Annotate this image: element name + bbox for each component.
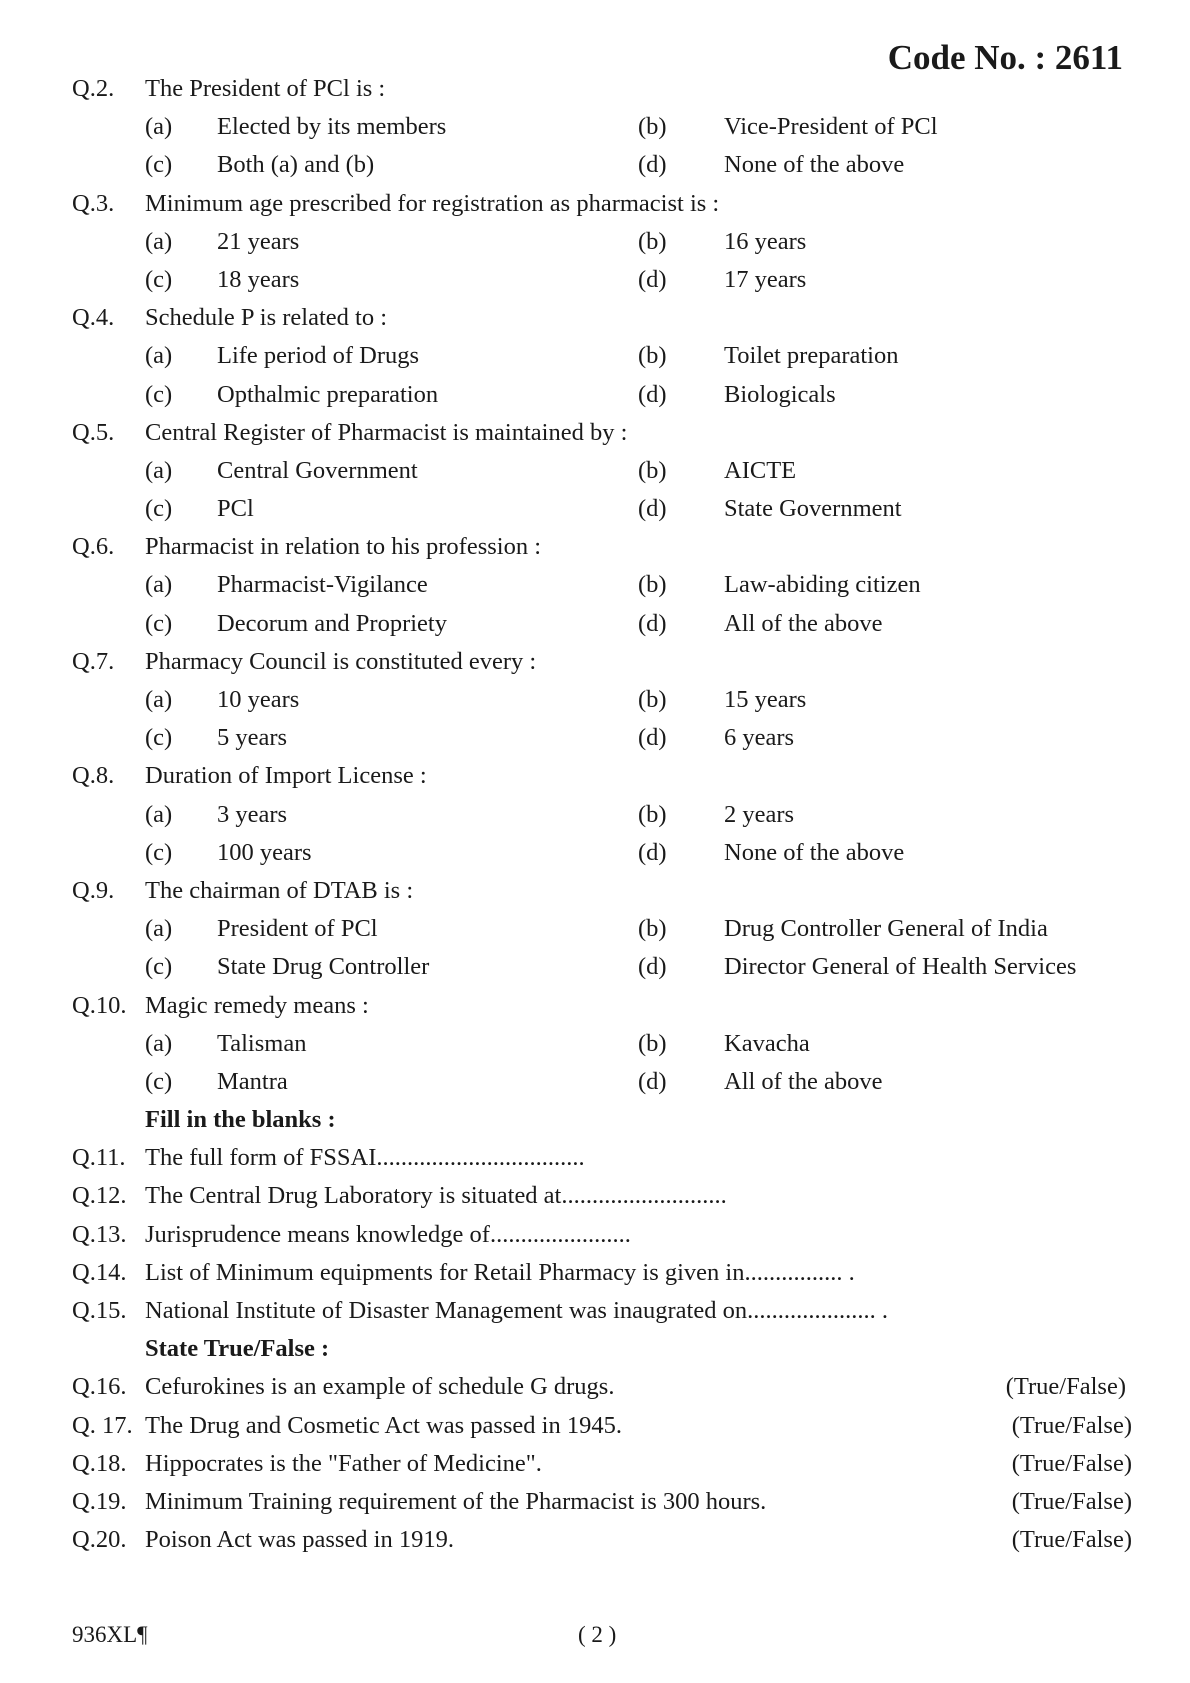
option-label: (a) xyxy=(145,342,173,370)
option-label: (a) xyxy=(145,227,173,255)
option-text: Opthalmic preparation xyxy=(217,380,439,408)
option-text: State Drug Controller xyxy=(217,953,430,981)
fill-blanks-heading: Fill in the blanks : xyxy=(145,1106,336,1134)
option-label: (a) xyxy=(145,571,173,599)
option-row xyxy=(72,376,1132,414)
option-row xyxy=(72,146,1132,184)
question-number: Q.11. xyxy=(72,1144,126,1172)
option-label: (b) xyxy=(638,800,667,828)
option-row xyxy=(72,834,1132,872)
question-text: The Drug and Cosmetic Act was passed in 1945. xyxy=(145,1411,622,1439)
option-label: (d) xyxy=(638,609,667,637)
option-text: Law-abiding citizen xyxy=(724,571,921,599)
option-text: Central Government xyxy=(217,456,418,484)
question-line xyxy=(72,1139,1132,1177)
option-text: 15 years xyxy=(724,686,807,713)
true-false-heading: State True/False : xyxy=(145,1335,330,1363)
option-label: (c) xyxy=(145,609,173,637)
question-line xyxy=(72,1483,1132,1521)
option-row xyxy=(72,1025,1132,1063)
question-number: Q.10. xyxy=(72,991,127,1019)
option-label: (d) xyxy=(638,953,667,981)
option-label: (c) xyxy=(145,953,173,981)
question-line xyxy=(72,185,1132,223)
option-text: 2 years xyxy=(724,800,795,828)
question-number: Q.6. xyxy=(72,533,115,561)
question-line xyxy=(72,872,1132,910)
option-text: None of the above xyxy=(724,838,905,866)
page-number: ( 2 ) xyxy=(578,1622,617,1647)
question-text: Central Register of Pharmacist is maintained by : xyxy=(145,418,628,446)
question-line xyxy=(72,1216,1132,1254)
option-label: (c) xyxy=(145,495,173,523)
question-number: Q.5. xyxy=(72,418,115,446)
true-false-tag: (True/False) xyxy=(1011,1411,1132,1439)
option-label: (b) xyxy=(638,571,667,599)
option-label: (b) xyxy=(638,113,667,141)
option-text: 18 years xyxy=(217,265,300,293)
option-text: All of the above xyxy=(724,609,883,637)
option-label: (a) xyxy=(145,456,173,484)
question-line xyxy=(72,1254,1132,1292)
option-text: Director General of Health Services xyxy=(724,953,1077,981)
option-label: (a) xyxy=(145,915,173,943)
option-text: None of the above xyxy=(724,151,905,179)
question-line xyxy=(72,1521,1132,1559)
question-line xyxy=(72,757,1132,795)
option-row xyxy=(72,719,1132,757)
question-text: National Institute of Disaster Management was inaugrated on..................... . xyxy=(145,1297,888,1324)
question-text: Hippocrates is the "Father of Medicine". xyxy=(145,1449,542,1477)
option-text: 5 years xyxy=(217,724,288,752)
question-number: Q.4. xyxy=(72,304,115,332)
option-label: (c) xyxy=(145,1067,173,1095)
question-number: Q.13. xyxy=(72,1220,127,1248)
question-line xyxy=(72,1445,1132,1483)
option-text: Talisman xyxy=(217,1029,307,1057)
option-label: (b) xyxy=(638,342,667,370)
option-text: Pharmacist-Vigilance xyxy=(217,571,428,599)
question-line xyxy=(72,1368,1132,1406)
question-line xyxy=(72,299,1132,337)
option-text: Mantra xyxy=(217,1067,288,1095)
question-text: Minimum age prescribed for registration as pharmacist is : xyxy=(145,189,720,217)
option-label: (c) xyxy=(145,265,173,293)
question-line xyxy=(72,1292,1132,1330)
question-text: The chairman of DTAB is : xyxy=(145,876,414,904)
option-row xyxy=(72,337,1132,375)
question-number: Q.20. xyxy=(72,1526,127,1554)
question-text: Cefurokines is an example of schedule G drugs. xyxy=(145,1373,615,1401)
option-row xyxy=(72,681,1132,719)
option-row xyxy=(72,452,1132,490)
option-text: 16 years xyxy=(724,227,807,255)
question-line xyxy=(72,987,1132,1025)
question-text: Schedule P is related to : xyxy=(145,304,387,332)
option-text: Decorum and Propriety xyxy=(217,609,447,637)
question-line xyxy=(72,70,1132,108)
option-text: Drug Controller General of India xyxy=(724,915,1048,943)
option-label: (d) xyxy=(638,151,667,179)
section-heading-line xyxy=(72,1101,1132,1139)
question-number: Q.18. xyxy=(72,1449,127,1477)
option-label: (c) xyxy=(145,151,173,179)
option-label: (a) xyxy=(145,1029,173,1057)
question-line xyxy=(72,414,1132,452)
option-label: (a) xyxy=(145,113,173,141)
option-text: Toilet preparation xyxy=(724,342,899,370)
question-number: Q.12. xyxy=(72,1182,127,1210)
option-row xyxy=(72,796,1132,834)
option-row xyxy=(72,490,1132,528)
question-text: The Central Drug Laboratory is situated at........................... xyxy=(145,1182,727,1210)
option-row xyxy=(72,1063,1132,1101)
question-line xyxy=(72,643,1132,681)
question-text: Magic remedy means : xyxy=(145,991,369,1019)
option-row xyxy=(72,108,1132,146)
option-label: (b) xyxy=(638,1029,667,1057)
option-label: (a) xyxy=(145,686,173,713)
question-line xyxy=(72,1407,1132,1445)
true-false-tag: (True/False) xyxy=(1005,1373,1126,1401)
footer-code: 936XL¶ xyxy=(72,1622,148,1647)
option-text: All of the above xyxy=(724,1067,883,1095)
question-text: List of Minimum equipments for Retail Pharmacy is given in................ . xyxy=(145,1258,855,1286)
option-text: 3 years xyxy=(217,800,288,828)
option-text: 21 years xyxy=(217,227,300,255)
option-label: (c) xyxy=(145,838,173,866)
question-number: Q.7. xyxy=(72,647,115,675)
option-row xyxy=(72,223,1132,261)
question-number: Q. 17. xyxy=(72,1411,133,1439)
option-text: Both (a) and (b) xyxy=(217,151,375,179)
code-number: Code No. : 2611 xyxy=(887,38,1123,77)
option-text: PCl xyxy=(217,495,254,523)
question-number: Q.8. xyxy=(72,762,115,790)
option-text: 100 years xyxy=(217,838,312,866)
question-number: Q.16. xyxy=(72,1373,127,1401)
option-text: Elected by its members xyxy=(217,113,447,141)
option-label: (d) xyxy=(638,1067,667,1095)
question-list xyxy=(72,70,1132,1559)
option-text: President of PCl xyxy=(217,915,378,943)
option-label: (a) xyxy=(145,800,173,828)
option-row xyxy=(72,948,1132,986)
option-row xyxy=(72,605,1132,643)
section-heading-line xyxy=(72,1330,1132,1368)
option-text: 17 years xyxy=(724,265,807,293)
question-line xyxy=(72,1177,1132,1215)
option-row xyxy=(72,261,1132,299)
option-row xyxy=(72,910,1132,948)
option-text: Biologicals xyxy=(724,380,836,408)
option-label: (d) xyxy=(638,265,667,293)
question-text: The full form of FSSAI.................................. xyxy=(145,1144,585,1172)
question-number: Q.14. xyxy=(72,1258,127,1286)
option-label: (b) xyxy=(638,456,667,484)
option-text: Life period of Drugs xyxy=(217,342,420,370)
option-label: (b) xyxy=(638,227,667,255)
true-false-tag: (True/False) xyxy=(1011,1526,1132,1554)
option-text: AICTE xyxy=(724,456,797,484)
option-row xyxy=(72,566,1132,604)
question-text: Minimum Training requirement of the Pharmacist is 300 hours. xyxy=(145,1487,767,1515)
question-number: Q.19. xyxy=(72,1487,127,1515)
option-label: (d) xyxy=(638,838,667,866)
true-false-tag: (True/False) xyxy=(1011,1487,1132,1515)
option-text: Vice-President of PCl xyxy=(724,113,938,141)
option-label: (b) xyxy=(638,915,667,943)
question-line xyxy=(72,528,1132,566)
option-label: (c) xyxy=(145,724,173,752)
option-label: (b) xyxy=(638,686,667,713)
option-text: Kavacha xyxy=(724,1029,810,1057)
question-text: The President of PCl is : xyxy=(145,75,386,102)
question-text: Jurisprudence means knowledge of....................... xyxy=(145,1220,631,1248)
option-text: 6 years xyxy=(724,724,795,752)
option-label: (d) xyxy=(638,380,667,408)
true-false-tag: (True/False) xyxy=(1011,1449,1132,1477)
question-number: Q.2. xyxy=(72,75,115,102)
option-label: (d) xyxy=(638,495,667,523)
question-number: Q.15. xyxy=(72,1297,127,1324)
option-text: 10 years xyxy=(217,686,300,713)
question-number: Q.3. xyxy=(72,189,115,217)
option-label: (c) xyxy=(145,380,173,408)
question-text: Pharmacist in relation to his profession : xyxy=(145,533,542,561)
question-text: Pharmacy Council is constituted every : xyxy=(145,647,537,675)
option-label: (d) xyxy=(638,724,667,752)
question-text: Poison Act was passed in 1919. xyxy=(145,1526,454,1554)
question-text: Duration of Import License : xyxy=(145,762,427,790)
question-number: Q.9. xyxy=(72,876,115,904)
option-text: State Government xyxy=(724,495,902,523)
